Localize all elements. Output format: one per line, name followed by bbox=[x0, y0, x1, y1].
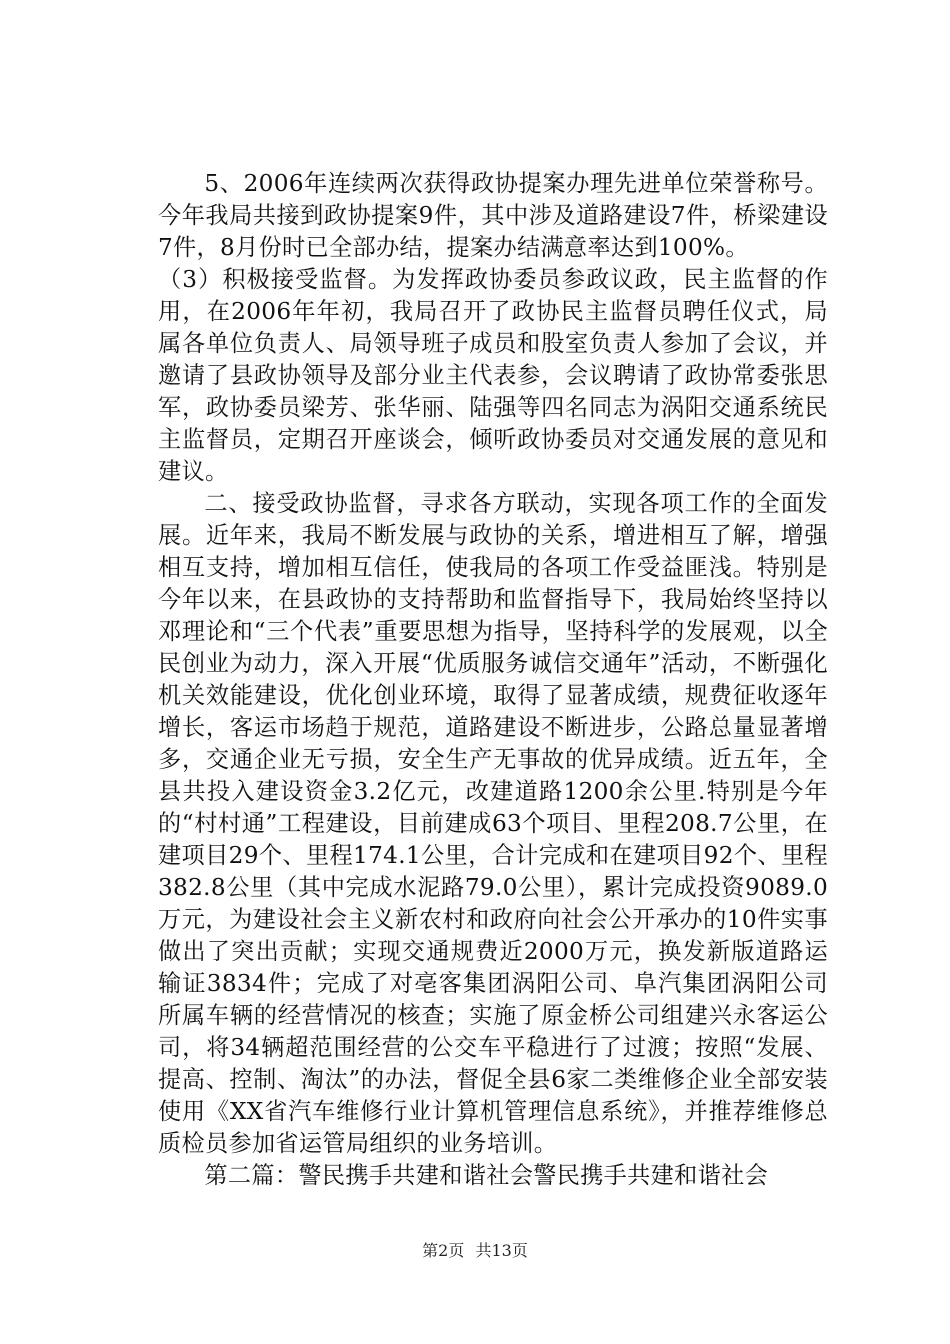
paragraph-4: 第二篇：警民携手共建和谐社会警民携手共建和谐社会 bbox=[204, 1162, 769, 1189]
paragraph-3: 二、接受政协监督，寻求各方联动，实现各项工作的全面发展。近年来，我局不断发展与政协的关系，增进相互了解，增强相互支持，增加相互信任，使我局的各项工作受益匪浅。特别是今年以来，在县政协的支持帮助和监督指导下，我局始终坚持以邓理论和“三个代表”重要思想为指导，坚持科学的发展观，以全民创业为动力，深入开展“优质服务诚信交通年”活动，不断强化机关效能建设，优化创业环境，取得了显著成绩，规费征收逐年增长，客运市场趋于规范，道路建设不断进步，公路总量显著增多，交通企业无亏损，安全生产无事故的优异成绩。近五年，全县共投入建设资金3.2亿元，改建道路1200余公里.特别是今年的“村村通”工程建设，目前建成63个项目、里程208.7公里，在建项目29个、里程174.1公里，合计完成和在建项目92个、里程382.8公里（其中完成水泥路79.0公里），累计完成投资9089.0万元，为建设社会主义新农村和政府向社会公开承办的10件实事做出了突出贡献；实现交通规费近2000万元，换发新版道路运输证3834件；完成了对亳客集团涡阳公司、阜汽集团涡阳公司所属车辆的经营情况的核查；实施了原金桥公司组建兴永客运公司，将34辆超范围经营的公交车平稳进行了过渡；按照“发展、提高、控制、淘汰”的办法，督促全县6家二类维修企业全部安装使用《XX省汽车维修行业计算机管理信息系统》，并推荐维修总质检员参加省运管局组织的业务培训。 bbox=[158, 490, 828, 1157]
paragraph-2: （3）积极接受监督。为发挥政协委员参政议政，民主监督的作用，在2006年年初，我局召开了政协民主监督员聘任仪式，局属各单位负责人、局领导班子成员和股室负责人参加了会议，并邀请了县政协领导及部分业主代表参，会议聘请了政协常委张思军，政协委员梁芳、张华丽、陆强等四名同志为涡阳交通系统民主监督员，定期召开座谈会，倾听政协委员对交通发展的意见和建议。 bbox=[158, 266, 828, 485]
page-total: 共13页 bbox=[475, 1241, 528, 1260]
document-body bbox=[158, 168, 828, 1192]
page-number: 第2页 bbox=[422, 1241, 465, 1260]
paragraph-1: 5、2006年连续两次获得政协提案办理先进单位荣誉称号。今年我局共接到政协提案9件，其中涉及道路建设7件，桥梁建设7件，8月份时已全部办结，提案办结满意率达到100%。 bbox=[158, 170, 828, 261]
page-footer bbox=[0, 1238, 950, 1261]
